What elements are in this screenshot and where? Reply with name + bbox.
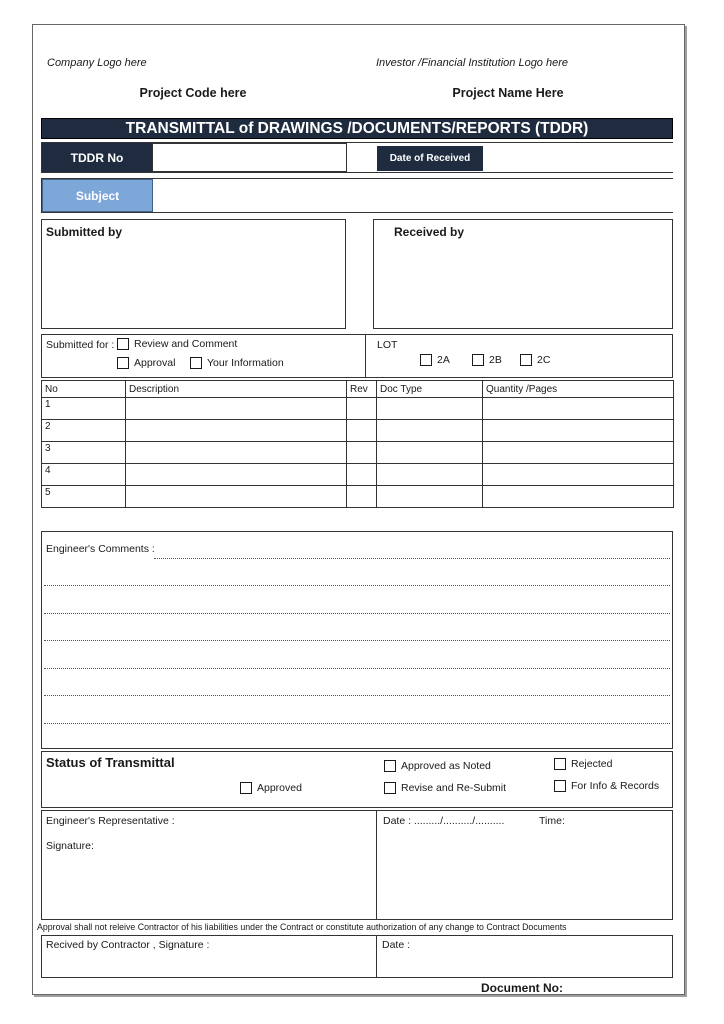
cell-quantity[interactable] [483, 420, 674, 442]
cell-quantity[interactable] [483, 398, 674, 420]
form-page [32, 24, 685, 995]
engineer-signature-area[interactable] [42, 811, 376, 919]
project-code-text: Project Code here [139, 86, 247, 100]
col-no: No [42, 381, 126, 398]
received-by-box[interactable] [373, 219, 673, 329]
cell-description[interactable] [126, 442, 347, 464]
for-info-records-checkbox[interactable] [554, 780, 566, 792]
col-doc-type: Doc Type [377, 381, 483, 398]
lot-2c-checkbox[interactable] [520, 354, 532, 366]
submitted-for-label: Submitted for : [46, 339, 115, 351]
cell-doc-type[interactable] [377, 464, 483, 486]
cell-doc-type[interactable] [377, 398, 483, 420]
review-and-comment-checkbox[interactable] [117, 338, 129, 350]
lot-2b-checkbox[interactable] [472, 354, 484, 366]
cell-quantity[interactable] [483, 464, 674, 486]
contractor-date-label: Date : [382, 939, 411, 951]
subject-row [41, 178, 673, 213]
cell-quantity[interactable] [483, 486, 674, 508]
cell-doc-type[interactable] [377, 442, 483, 464]
review-and-comment-label: Review and Comment [134, 338, 238, 350]
date-of-received-label: Date of Received [377, 146, 483, 171]
contractor-date-area[interactable] [376, 936, 674, 977]
comment-line [44, 695, 670, 696]
tddr-row [41, 142, 673, 173]
document-no-label: Document No: [481, 981, 563, 995]
your-information-label: Your Information [207, 357, 284, 369]
approval-checkbox[interactable] [117, 357, 129, 369]
investor-logo-placeholder: Investor /Financial Institution Logo here [376, 57, 569, 69]
received-by-label: Received by [394, 225, 465, 239]
lot-2b-label: 2B [489, 354, 502, 366]
comment-line [154, 558, 670, 559]
table-row [42, 420, 674, 442]
revise-and-resubmit-label: Revise and Re-Submit [401, 782, 507, 794]
comment-line [44, 613, 670, 614]
your-information-checkbox[interactable] [190, 357, 202, 369]
cell-no: 5 [42, 486, 126, 508]
submitted-by-label: Submitted by [46, 225, 123, 239]
cell-rev[interactable] [347, 442, 377, 464]
form-title-bar: TRANSMITTAL of DRAWINGS /DOCUMENTS/REPORTS (TDDR) [41, 118, 673, 139]
cell-rev[interactable] [347, 420, 377, 442]
company-logo-placeholder: Company Logo here [47, 57, 147, 69]
date-of-received-field[interactable] [483, 143, 674, 172]
comment-line [44, 723, 670, 724]
approved-label: Approved [257, 782, 302, 794]
contractor-signature-area[interactable] [42, 936, 376, 977]
submitted-by-box[interactable] [41, 219, 346, 329]
submitted-for-row [41, 334, 673, 378]
engineer-representative-label: Engineer's Representative : [46, 815, 175, 827]
cell-no: 4 [42, 464, 126, 486]
comment-line [44, 585, 670, 586]
approved-checkbox[interactable] [240, 782, 252, 794]
lot-2a-checkbox[interactable] [420, 354, 432, 366]
lot-2c-label: 2C [537, 354, 551, 366]
cell-no: 2 [42, 420, 126, 442]
rejected-checkbox[interactable] [554, 758, 566, 770]
approved-as-noted-checkbox[interactable] [384, 760, 396, 772]
status-of-transmittal-box [41, 751, 673, 808]
approved-as-noted-label: Approved as Noted [401, 760, 491, 772]
rejected-label: Rejected [571, 758, 613, 770]
cell-rev[interactable] [347, 398, 377, 420]
cell-description[interactable] [126, 464, 347, 486]
approval-disclaimer-note: Approval shall not releive Contractor of his liabilities under the Contract or constitute authorization of any change to Contract Documents [37, 922, 567, 932]
cell-description[interactable] [126, 486, 347, 508]
lot-label: LOT [377, 339, 398, 351]
documents-table [41, 380, 674, 508]
approval-label: Approval [134, 357, 176, 369]
engineer-date-time-area[interactable] [376, 811, 674, 919]
comment-line [44, 640, 670, 641]
table-row [42, 442, 674, 464]
table-header-row [42, 381, 674, 398]
subject-label: Subject [42, 179, 153, 212]
table-row [42, 398, 674, 420]
contractor-signature-label: Recived by Contractor , Signature : [46, 939, 210, 951]
engineer-representative-box [41, 810, 673, 920]
status-of-transmittal-label: Status of Transmittal [46, 755, 175, 770]
col-description: Description [126, 381, 347, 398]
tddr-no-field[interactable] [152, 143, 347, 172]
table-row [42, 464, 674, 486]
project-name-text: Project Name Here [452, 86, 564, 100]
submitted-for-divider [365, 335, 366, 377]
cell-description[interactable] [126, 420, 347, 442]
cell-doc-type[interactable] [377, 420, 483, 442]
lot-2a-label: 2A [437, 354, 450, 366]
table-row [42, 486, 674, 508]
cell-no: 1 [42, 398, 126, 420]
for-info-records-label: For Info & Records [571, 780, 660, 792]
documents-table-wrap [41, 380, 674, 508]
cell-no: 3 [42, 442, 126, 464]
cell-description[interactable] [126, 398, 347, 420]
engineer-date-label: Date : ........./........../.......... [383, 815, 505, 827]
received-by-contractor-box [41, 935, 673, 978]
cell-doc-type[interactable] [377, 486, 483, 508]
subject-field[interactable] [153, 179, 674, 212]
cell-quantity[interactable] [483, 442, 674, 464]
cell-rev[interactable] [347, 486, 377, 508]
engineers-comments-box[interactable] [41, 531, 673, 749]
col-quantity-pages: Quantity /Pages [483, 381, 674, 398]
signature-label: Signature: [46, 840, 94, 852]
comment-line [44, 668, 670, 669]
engineer-time-label: Time: [539, 815, 565, 827]
col-rev: Rev [347, 381, 377, 398]
revise-and-resubmit-checkbox[interactable] [384, 782, 396, 794]
cell-rev[interactable] [347, 464, 377, 486]
engineers-comments-label: Engineer's Comments : [46, 543, 155, 555]
tddr-no-label: TDDR No [42, 143, 152, 172]
